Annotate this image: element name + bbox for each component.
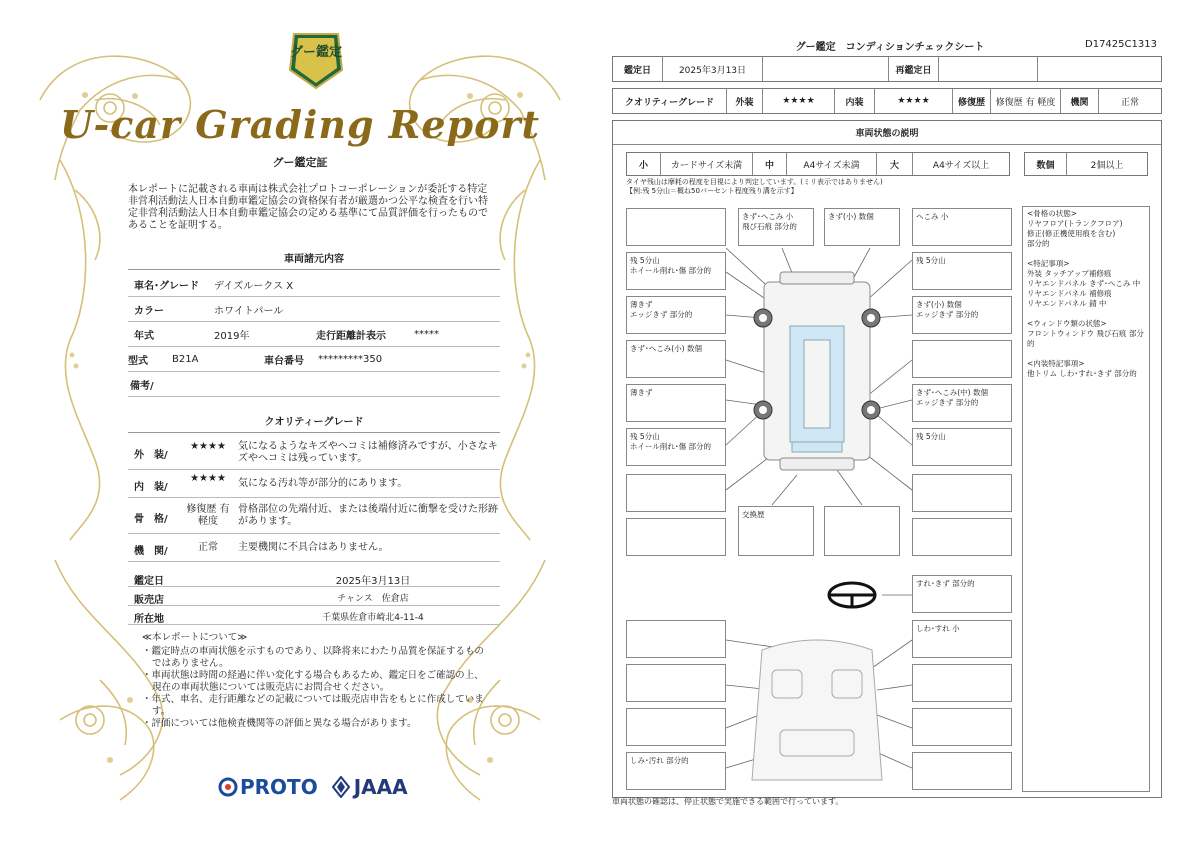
damage-box (626, 208, 726, 246)
goo-kantei-shield-icon (286, 30, 346, 92)
size-medium: 中 (753, 153, 787, 175)
note-item: ・評価については他検査機関等の評価と異なる場合があります。 (142, 718, 417, 729)
count-legend (1024, 152, 1148, 176)
damage-box-front-left (738, 208, 814, 246)
interior-box (912, 752, 1012, 790)
spec-year-label: 年式 (134, 330, 154, 342)
spec-chassis-value: *********350 (318, 353, 383, 365)
frame-state-title: <骨格の状態> (1027, 209, 1078, 218)
notes-title: ≪本レポートについて≫ (142, 632, 248, 643)
frame-state-line: 部分的 (1027, 239, 1050, 248)
spec-chassis-label: 車台番号 (264, 355, 304, 367)
spec-row-model (128, 347, 500, 372)
tire-note-line: 【例:残 5分山＝概ね50パーセント程度残り溝を示す】 (626, 187, 798, 195)
jaaa-logo-text: JAAA (353, 775, 408, 799)
grade-heading: クオリティーグレード (128, 413, 500, 433)
damage-label: きず･へこみ(小) 数個 (630, 344, 702, 353)
info-shop-label: 販売店 (134, 595, 164, 606)
qg-label: クオリティーグレード (613, 89, 727, 113)
grade-frame-label: 骨 格/ (134, 514, 168, 525)
damage-box-left-4 (626, 384, 726, 422)
damage-box-right-4 (912, 384, 1012, 422)
spec-name-value: デイズルークス X (214, 280, 294, 292)
info-shop-value: チャンス 佐倉店 (337, 594, 409, 604)
grade-exterior-label: 外 装/ (134, 450, 168, 461)
damage-label: きず･へこみ 小 飛び石痕 部分的 (742, 212, 797, 231)
repair-label: 修復歴 (953, 89, 991, 113)
interior-box (626, 620, 726, 658)
spec-row-year (128, 322, 500, 347)
damage-box-right-1 (912, 252, 1012, 290)
condition-notes-panel (1022, 206, 1150, 792)
spec-model-label: 型式 (128, 355, 148, 367)
damage-box-right-5 (912, 428, 1012, 466)
spec-row-remarks (128, 372, 500, 397)
info-address-label: 所在地 (134, 614, 164, 625)
interior-box (626, 664, 726, 702)
special-notes-line: 外装 タッチアップ補修痕 (1027, 269, 1112, 278)
info-row-date (128, 568, 500, 587)
damage-label: 薄きず (630, 388, 653, 397)
window-state-line: フロントウィンドウ 飛び石痕 部分的 (1027, 329, 1144, 348)
special-notes-block (1027, 259, 1145, 309)
damage-box (912, 474, 1012, 512)
sheet-title: グー鑑定 コンディションチェックシート (795, 42, 985, 53)
certificate-heading: グー鑑定証 (272, 156, 328, 169)
grade-exterior-desc: 気になるようなキズやヘコミは補修済みですが、小さなキズやヘコミは残っています。 (238, 441, 498, 464)
grade-engine-desc: 主要機関に不具合はありません。 (238, 542, 389, 553)
tire-note-line: タイヤ残山は摩耗の程度を目視により判定しています。(ミリ表示ではありません) (626, 178, 883, 186)
repair-value: 修復歴 有 軽度 (991, 89, 1061, 113)
grade-interior-label: 内 装/ (134, 482, 168, 493)
size-large: 大 (877, 153, 913, 175)
tire-note (626, 178, 883, 196)
report-title: U-car Grading Report (59, 102, 541, 147)
steering-wheel-icon (829, 583, 875, 607)
damage-label: きず･へこみ(中) 数個 エッジきず 部分的 (916, 388, 988, 407)
damage-label: 残 5分山 (916, 256, 946, 265)
note-item: ・年式、車名、走行距離などの記載については販売店申告をもとに作成しています。 (142, 694, 484, 717)
note-item: ・鑑定時点の車両状態を示すものであり、以降将来にわたり品質を保証するものではありません。 (142, 646, 485, 669)
damage-box-front-right (912, 208, 1012, 246)
spec-color-value: ホワイトパール (214, 305, 284, 317)
spec-name-label: 車名･グレード (134, 280, 199, 292)
damage-label: 薄きず エッジきず 部分的 (630, 300, 693, 319)
engine-value: 正常 (1120, 97, 1139, 108)
note-item: ・車両状態は時間の経過に伴い変化する場合もあるため、鑑定日をご確認の上、現在の車両状態については販売店にお問合せください。 (142, 670, 484, 693)
grade-frame-desc: 骨格部位の先端付近、または後端付近に衝撃を受けた形跡があります。 (238, 504, 498, 527)
reinspect-label: 再鑑定日 (889, 57, 939, 81)
interior-box-floor (626, 752, 726, 790)
damage-label: きず(小) 数個 (828, 212, 874, 221)
info-date-value: 2025年3月13日 (335, 576, 411, 587)
info-date-label: 鑑定日 (134, 576, 164, 587)
certificate-intro: 本レポートに記載される車両は株式会社プロトコーポレーションが委託する特定非営利活動法人日本自動車鑑定協会の資格保有者が厳選かつ公平な検査を行い特定非営利活動法人日本自動車鑑定協会の定める基準にて品質評価を行ったものであることを証明する。 (128, 184, 488, 231)
report-notes (142, 632, 492, 730)
damage-label: しみ･汚れ 部分的 (630, 756, 689, 765)
engine-label: 機関 (1061, 89, 1099, 113)
damage-box-front-center (824, 208, 900, 246)
frame-state-block (1027, 209, 1145, 249)
grade-interior-stars: ★★★★ (190, 473, 226, 484)
spec-model-value: B21A (172, 353, 199, 365)
damage-label: きず(小) 数個 エッジきず 部分的 (916, 300, 979, 319)
spec-remarks-label: 備考/ (130, 380, 154, 392)
damage-label: すれ･きず 部分的 (916, 579, 975, 588)
damage-label: へこみ 小 (916, 212, 949, 221)
car-top-view (754, 272, 880, 470)
sheet-footer-note: 車両状態の確認は、停止状態で実施できる範囲で行っています。 (612, 797, 844, 806)
spec-row-color (128, 297, 500, 322)
grade-row-exterior (128, 436, 500, 470)
spec-mileage-label: 走行距離計表示 (316, 330, 386, 342)
damage-label: 残 5分山 ホイール削れ･傷 部分的 (630, 432, 711, 451)
size-small-desc: カードサイズ未満 (661, 153, 753, 175)
spec-row-name (128, 272, 500, 297)
count-desc: 2個以上 (1090, 160, 1124, 171)
sponsor-logos (218, 772, 408, 802)
grade-interior-desc: 気になる汚れ等が部分的にあります。 (238, 478, 408, 489)
window-state-block (1027, 319, 1145, 349)
info-row-address (128, 606, 500, 625)
interior-box (626, 708, 726, 746)
damage-label: 交換歴 (742, 510, 765, 519)
damage-box-left-2 (626, 296, 726, 334)
damage-label: 残 5分山 ホイール削れ･傷 部分的 (630, 256, 711, 275)
damage-box-left-3 (626, 340, 726, 378)
info-address-value: 千葉県佐倉市崎北4-11-4 (322, 613, 424, 623)
grade-frame-value: 修復歴 有 軽度 (186, 504, 230, 527)
damage-box (824, 506, 900, 556)
special-notes-line: リヤエンドパネル 補修痕 (1027, 289, 1112, 298)
special-notes-line: リヤエンドパネル きず･へこみ 中 (1027, 279, 1141, 288)
sheet-row-dates (612, 56, 1162, 82)
proto-mark-icon (218, 777, 238, 797)
interior-box (912, 708, 1012, 746)
ext-label: 外装 (727, 89, 763, 113)
window-state-title: <ウィンドウ類の状態> (1027, 319, 1107, 328)
reinspect-value (939, 57, 1038, 81)
empty-cell (763, 57, 889, 81)
spec-heading: 車両諸元内容 (128, 250, 500, 270)
size-small: 小 (627, 153, 661, 175)
damage-box (912, 340, 1012, 378)
grade-row-frame (128, 498, 500, 534)
interior-notes-title: <内装特記事項> (1027, 359, 1085, 368)
damage-label: 残 5分山 (916, 432, 946, 441)
grade-row-engine (128, 534, 500, 562)
date-value: 2025年3月13日 (663, 57, 763, 81)
jaaa-logo (332, 775, 408, 799)
damage-box-right-2 (912, 296, 1012, 334)
grade-row-interior (128, 470, 500, 498)
jaaa-mark-icon (332, 776, 350, 798)
spec-color-label: カラー (134, 305, 164, 317)
special-notes-title: <特記事項> (1027, 259, 1070, 268)
sheet-row-grades (612, 88, 1162, 114)
damage-box (912, 518, 1012, 556)
damage-box (626, 518, 726, 556)
sheet-id: D17425C1313 (1085, 39, 1157, 50)
interior-notes-line: 他トリム しわ･すれ･きず 部分的 (1027, 369, 1137, 378)
proto-logo-text: PROTO (240, 775, 318, 799)
proto-logo (218, 775, 318, 799)
size-medium-desc: A4サイズ未満 (787, 153, 877, 175)
date-label: 鑑定日 (613, 57, 663, 81)
interior-notes-block (1027, 359, 1145, 379)
special-notes-line: リヤエンドパネル 錆 中 (1027, 299, 1107, 308)
count-label: 数個 (1025, 153, 1067, 175)
frame-state-line: リヤフロア(トランクフロア) (1027, 219, 1123, 228)
ext-stars: ★★★★ (763, 89, 835, 113)
damage-box-rear-left (738, 506, 814, 556)
info-row-shop (128, 587, 500, 606)
shield-logo-text: グー鑑定 (289, 45, 343, 60)
frame-state-line: 修正(修正機使用痕を含む) (1027, 229, 1116, 238)
interior-box (912, 664, 1012, 702)
steering-box (912, 575, 1012, 613)
damage-box-left-1 (626, 252, 726, 290)
vehicle-state-header: 車両状態の説明 (613, 121, 1161, 145)
interior-box-seat (912, 620, 1012, 658)
int-label: 内装 (835, 89, 875, 113)
damage-label: しわ･すれ 小 (916, 624, 960, 633)
grade-exterior-stars: ★★★★ (190, 441, 226, 452)
grade-engine-value: 正常 (198, 542, 218, 553)
grade-engine-label: 機 関/ (134, 546, 168, 557)
damage-box (626, 474, 726, 512)
size-legend (626, 152, 1010, 176)
int-stars: ★★★★ (875, 89, 953, 113)
spec-year-value: 2019年 (214, 330, 250, 342)
spec-mileage-value: ***** (414, 328, 439, 340)
car-interior-view (752, 640, 882, 780)
damage-box-left-5 (626, 428, 726, 466)
size-large-desc: A4サイズ以上 (932, 160, 990, 171)
